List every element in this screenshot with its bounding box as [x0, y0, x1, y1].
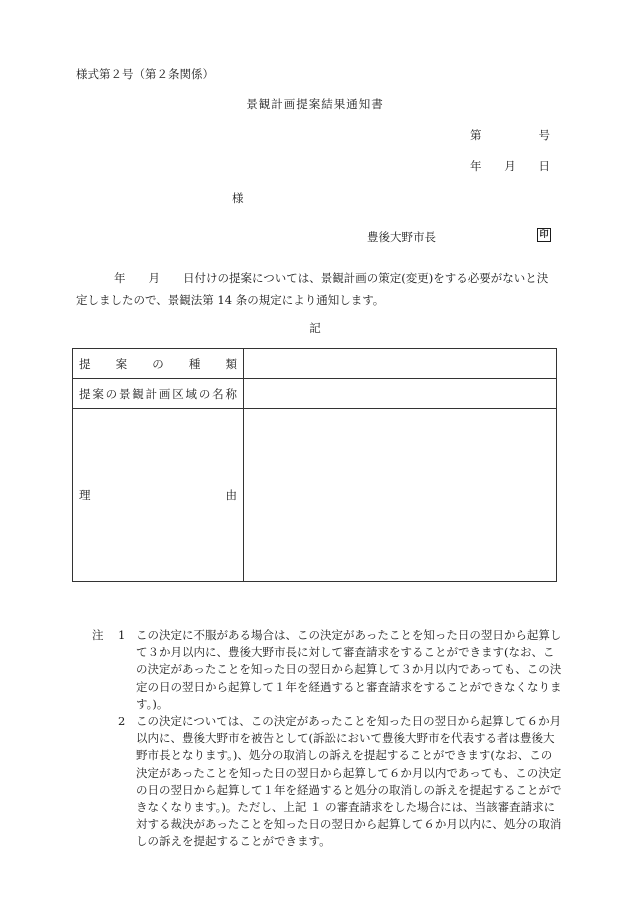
body-paragraph: 年 月 日付けの提案については、景観計画の策定(変更)をする必要がないと決定しましたので、景観法第 14 条の規定により通知します。: [76, 271, 549, 307]
date-month: 月: [504, 159, 516, 173]
ki-heading: 記: [309, 321, 321, 335]
date-line: [470, 158, 550, 174]
label-area-name: [73, 379, 244, 409]
label-char: 類: [225, 356, 237, 371]
value-proposal-type: [244, 349, 557, 379]
label-char: 画: [158, 386, 171, 401]
label-char: の: [198, 386, 211, 401]
addressee-honorific: 様: [232, 191, 244, 205]
label-char: 称: [225, 386, 237, 401]
label-char: 計: [145, 386, 158, 401]
number-go: 号: [538, 128, 550, 142]
number-dai: 第: [470, 128, 482, 142]
label-char: の: [105, 386, 118, 401]
notes-label: 注: [92, 628, 104, 642]
notes-section: [92, 627, 562, 851]
note-number: 2: [118, 714, 126, 729]
label-char: 提: [79, 386, 91, 401]
note-item: [92, 627, 562, 713]
note-text: この決定に不服がある場合は、この決定があったことを知った日の翌日から起算して３か月以内に、豊後大野市長に対して審査請求をすることができます(なお、この決定があったことを知った日の翌日から起算して３か月以内であっても、この決定の日の翌日から起算して１年を経過すると審査請求をすることができなくなります。)。: [136, 628, 562, 711]
value-area-name: [244, 379, 557, 409]
label-proposal-type: [73, 349, 244, 379]
label-char: 景: [118, 386, 131, 401]
notice-number-line: [470, 127, 550, 143]
document-title: 景観計画提案結果通知書: [246, 97, 384, 111]
note-text: この決定については、この決定があったことを知った日の翌日から起算して６か月以内に、豊後大野市を被告として(訴訟において豊後大野市を代表する者は豊後大野市長となります。)、処分の取消しの訴えを提起することができます(なお、この決定があったことを知った日の翌日から起算して６か月以内であっても、この決定の日の翌日から起算して１年を経過すると処分の取消しの訴えを提起することができなくなります。)。ただし、上記 １ の審査請求をした場合には、当該審査請求に対する裁決があったことを知った日の翌日から起算して６か月以内に、処分の取消しの訴えを提起することができます。: [136, 714, 562, 849]
table-row-reason: [73, 409, 557, 582]
seal-mark: 印: [537, 228, 551, 242]
date-day: 日: [538, 159, 550, 173]
label-char: 提: [79, 356, 91, 371]
label-reason: [73, 409, 244, 582]
proposal-info-table: [72, 348, 557, 582]
label-char: 観: [132, 386, 144, 401]
label-char: 域: [185, 386, 197, 401]
note-item: [92, 713, 562, 851]
form-number: 様式第２号（第２条関係）: [76, 67, 214, 81]
label-char: 名: [212, 386, 224, 401]
issuer-name: 豊後大野市長: [367, 230, 436, 244]
table-row-area-name: [73, 379, 557, 409]
label-char: 理: [79, 488, 91, 502]
value-reason: [244, 409, 557, 582]
note-number: 1: [118, 628, 126, 642]
label-char: の: [152, 356, 164, 371]
date-year: 年: [470, 159, 482, 173]
label-char: 区: [172, 386, 184, 401]
label-char: 種: [188, 356, 201, 371]
table-row-type: [73, 349, 557, 379]
label-char: 由: [225, 488, 237, 502]
label-char: 案: [92, 386, 104, 401]
label-char: 案: [115, 356, 128, 371]
